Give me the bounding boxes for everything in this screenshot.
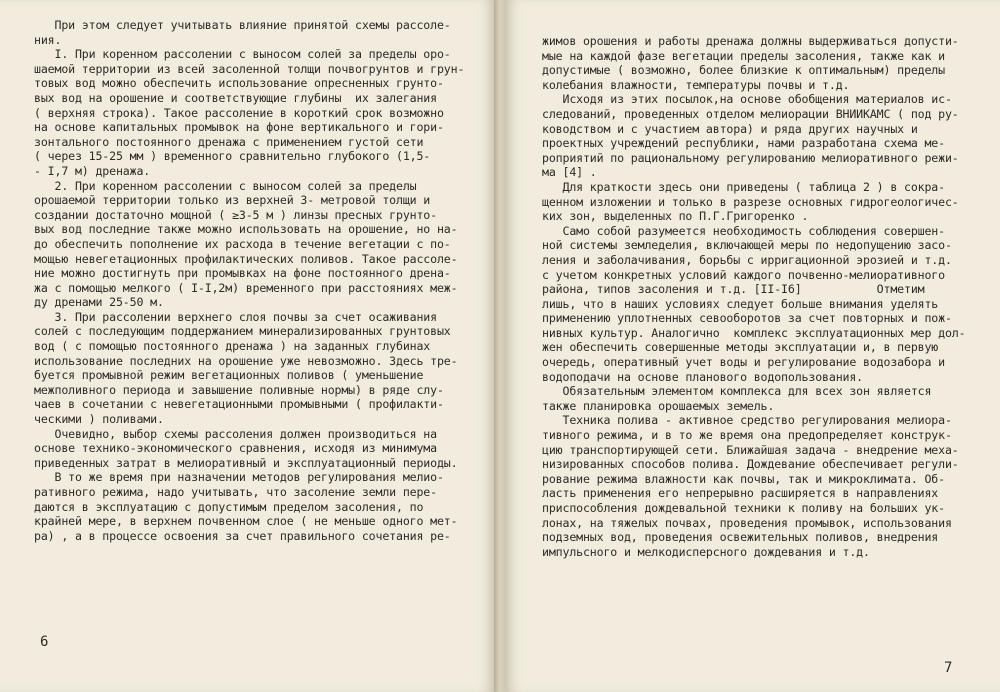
- text-line: чаев в сочетании с невегетационными промывными ( профилакти-: [34, 397, 444, 412]
- text-line: ма [4] .: [542, 165, 597, 180]
- text-line: ких зон, выделенных по П.Г.Григоренко .: [542, 209, 809, 224]
- text-line: Для краткости здесь они приведены ( таблица 2 ) в сокра-: [542, 179, 945, 194]
- text-line: буется промывной режим вегетационных поливов ( уменьшение: [34, 368, 424, 383]
- text-line: ной системы земледелия, включающей меры по недопущению засо-: [542, 238, 952, 253]
- text-line: допустимые ( возможно, более близкие к оптимальным) пределы: [542, 63, 945, 78]
- text-line: лонах, на тяжелых почвах, проведения промывок, использования: [542, 515, 952, 530]
- text-line: ра) , а в процессе освоения за счет правильного сочетания ре-: [34, 528, 451, 543]
- text-line: роприятий по рациональному регулированию мелиоративного режи-: [542, 150, 959, 165]
- text-line: Исходя из этих посылок,на основе обобщения материалов ис-: [542, 92, 952, 107]
- text-line: приспособления дождевальной техники к поливу на больших ук-: [542, 501, 945, 515]
- text-line: ния.: [34, 32, 62, 47]
- text-line: даются в эксплуатацию с допустимым пределом засоления, по: [34, 499, 424, 514]
- book-gutter: [494, 0, 506, 692]
- right-page-text: [542, 34, 976, 559]
- text-line: Само собой разумеется необходимость соблюдения совершен-: [542, 223, 945, 238]
- text-line: жа с помощью мелкого ( I-I,2м) временного при расстояниях меж-: [34, 280, 458, 295]
- text-line: ления и заболачивания, борьбы с ирригационной эрозией и т.д.: [542, 252, 952, 267]
- text-line: импульсного и мелкодисперсного дождевания и т.д.: [542, 544, 870, 559]
- page-number-right: 7: [944, 660, 953, 676]
- text-line: рование режима влажности как почвы, так и микроклимата. Об-: [542, 471, 945, 486]
- text-line: вых вод последние также можно использовать на орошение, но на-: [34, 222, 458, 237]
- text-line: ( верхняя строка). Такое рассоление в короткий срок возможно: [34, 105, 444, 120]
- text-line: водоподачи на основе планового водопользования.: [542, 369, 864, 384]
- text-line: Очевидно, выбор схемы рассоления должен производиться на: [34, 426, 437, 441]
- text-line: жен обеспечить совершенные методы эксплуатации и, в первую: [542, 340, 939, 355]
- text-line: ду дренами 25-50 м.: [34, 295, 164, 310]
- text-line: крайней мере, в верхнем почвенном слое ( не меньше одного мет-: [34, 514, 458, 529]
- text-line: 3. При рассолении верхнего слоя почвы за счет осаживания: [34, 309, 437, 324]
- text-line: шаемой территории из всей засоленной толщи почвогрунтов и грун-: [34, 61, 465, 76]
- text-line: с учетом конкретных условий каждого почвенно-мелиоративного: [542, 267, 945, 282]
- right-page: [506, 0, 1000, 692]
- text-line: - I,7 м) дренажа.: [34, 163, 151, 178]
- text-line: колебания влажности, температуры почвы и т.д.: [542, 77, 850, 92]
- text-line: щенном изложении и только в разрезе основных гидрогеологичес-: [542, 194, 959, 209]
- text-line: ративного режима, надо учитывать, что засоление земли пере-: [34, 485, 437, 499]
- text-line: ласть применения его непрерывно расширяется в направлениях: [542, 486, 939, 501]
- text-line: 2. При коренном рассолении с выносом солей за пределы: [34, 178, 417, 193]
- text-line: Обязательным элементом комплекса для всех зон является: [542, 384, 932, 399]
- text-line: ( через 15-25 мм ) временного сравнительно глубокого (1,5-: [34, 149, 431, 164]
- text-line: товых вод можно обеспечить использование опресненных грунто-: [34, 76, 444, 91]
- text-line: создании достаточно мощной ( ≥3-5 м ) линзы пресных грунто-: [34, 207, 437, 222]
- text-line: ние можно достигнуть при промывках на фоне постоянного дрена-: [34, 266, 451, 281]
- text-line: тивного режима, и в то же время она предопределяет конструк-: [542, 428, 952, 443]
- text-line: проектных учреждений республики, нами разработана схема ме-: [542, 136, 945, 151]
- left-page: [0, 0, 494, 692]
- text-line: В то же время при назначении методов регулирования мелио-: [34, 470, 444, 485]
- text-line: очередь, оперативный учет воды и регулирование водозабора и: [542, 355, 945, 370]
- text-line: низированных способов полива. Дождевание обеспечивает регули-: [542, 457, 959, 472]
- text-line: солей с последующим поддержанием минерализированных грунтовых: [34, 324, 451, 339]
- text-line: мощью невегетационных профилактических поливов. Такое рассоле-: [34, 251, 458, 266]
- text-line: При этом следует учитывать влияние принятой схемы рассоле-: [34, 18, 451, 32]
- left-page-text: [34, 18, 468, 543]
- text-line: до обеспечить пополнение их расхода в течение вегетации с по-: [34, 236, 451, 251]
- text-line: района, типов засоления и т.д. [II-I6] Отметим: [542, 282, 925, 297]
- text-line: ководством и с участием автора) и ряда других научных и: [542, 121, 918, 136]
- text-line: нивных культур. Аналогично комплекс эксплуатационных мер дол-: [542, 325, 966, 340]
- page-number-left: 6: [40, 634, 49, 650]
- text-line: вых вод на орошение и соответствующие глубины их залегания: [34, 90, 437, 105]
- text-line: цию транспортирующей сети. Ближайшая задача - внедрение меха-: [542, 442, 959, 457]
- text-line: подземных вод, проведения освежительных поливов, внедрения: [542, 530, 939, 545]
- text-line: на основе капитальных промывок на фоне вертикального и гори-: [34, 120, 444, 135]
- text-line: следований, проведенных отделом мелиорации ВНИИКАМС ( под ру-: [542, 106, 959, 121]
- text-line: межполивного периода и завышение поливные нормы) в ряде слу-: [34, 382, 444, 397]
- text-line: использование последних на орошение уже невозможно. Здесь тре-: [34, 353, 458, 368]
- text-line: Техника полива - активное средство регулирования мелиора-: [542, 413, 952, 428]
- text-line: орошаемой территории только из верхней 3- метровой толщи и: [34, 193, 431, 208]
- text-line: приведенных затрат в мелиоративный и эксплуатационный периоды.: [34, 455, 458, 470]
- text-line: лишь, что в наших условиях следует больше внимания уделять: [542, 296, 939, 311]
- text-line: ческими ) поливами.: [34, 412, 164, 427]
- text-line: основе технико-экономического сравнения, исходя из минимума: [34, 441, 437, 456]
- text-line: также планировка орошаемых земель.: [542, 398, 775, 413]
- text-line: применению уплотненных севооборотов за счет повторных и пож-: [542, 311, 952, 326]
- text-line: мые на каждой фазе вегетации пределы засоления, также как и: [542, 48, 945, 63]
- text-line: жимов орошения и работы дренажа должны выдерживаться допусти-: [542, 34, 959, 48]
- text-line: зонтального постоянного дренажа с применением густой сети: [34, 134, 424, 149]
- text-line: I. При коренном рассолении с выносом солей за пределы оро-: [34, 47, 451, 62]
- text-line: вод ( с помощью постоянного дренажа ) на заданных глубинах: [34, 339, 431, 354]
